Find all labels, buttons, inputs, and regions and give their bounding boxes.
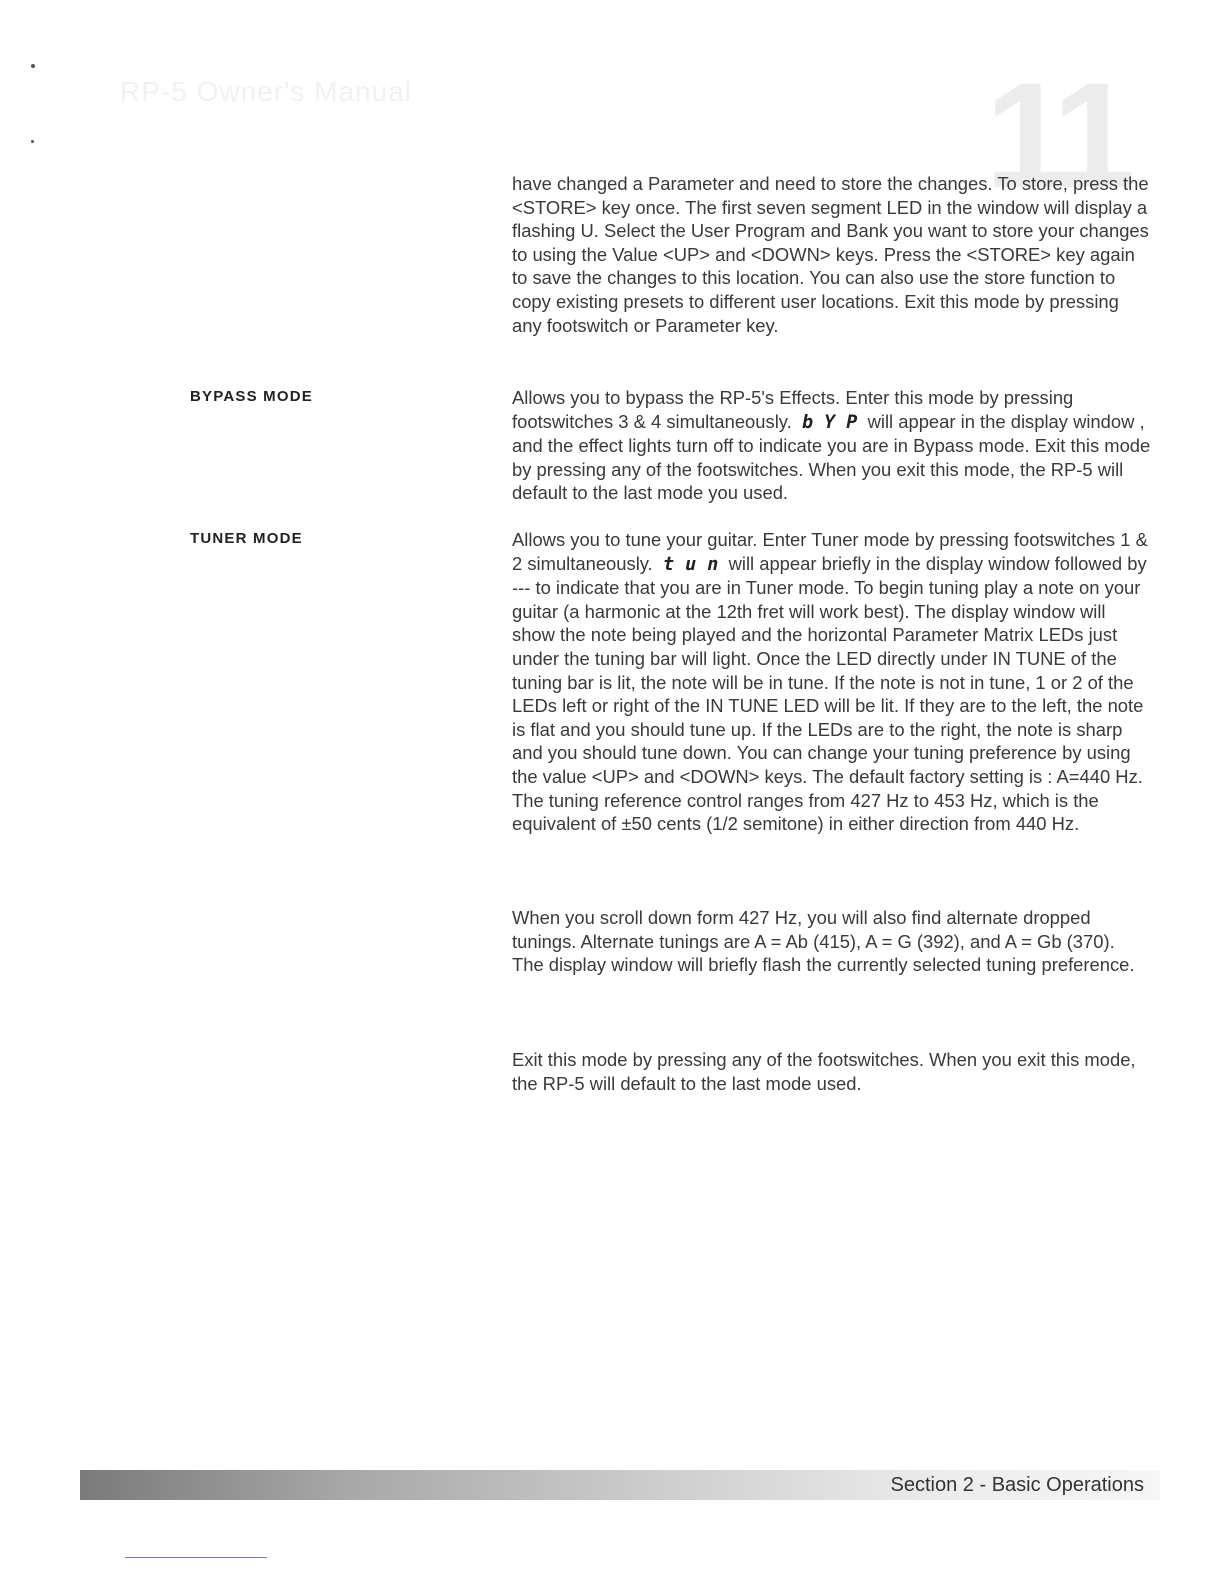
bypass-display-readout: b Y P	[801, 411, 858, 433]
bypass-paragraph	[512, 386, 1152, 505]
scan-speck	[31, 140, 34, 143]
bypass-text-before: Allows you to bypass the RP-5's Effects. Enter this mode by pressing footswitches 3 & 4 simultaneously.	[512, 387, 1074, 432]
bypass-mode-heading: BYPASS MODE	[190, 388, 313, 405]
tuning-flash-paragraph: The display window will briefly flash the currently selected tuning preference.	[512, 954, 1135, 976]
alternate-tunings-section	[512, 906, 1152, 977]
store-paragraph	[512, 172, 1152, 337]
tuner-mode-heading: TUNER MODE	[190, 530, 303, 547]
scan-speck	[31, 64, 35, 68]
bypass-text-after: will appear in the display window , and the effect lights turn off to indicate you are in Bypass mode. Exit this mode by pressing any of the footswitches. When you exit this mode, the RP-5 will default to the last mode you used.	[512, 410, 1151, 504]
tuner-exit-section	[512, 1048, 1152, 1095]
store-mode-description	[512, 172, 1152, 337]
bottom-rule	[125, 1557, 267, 1558]
tuner-exit-paragraph: Exit this mode by pressing any of the footswitches. When you exit this mode, the RP-5 will default to the last mode used.	[512, 1049, 1136, 1094]
tuner-display-readout: t u n	[662, 553, 719, 575]
tuner-text-before: Allows you to tune your guitar. Enter Tuner mode by pressing footswitches 1 & 2 simultaneously.	[512, 529, 1148, 574]
section-label: Section 2 - Basic Operations	[890, 1474, 1144, 1496]
manual-title: RP-5 Owner's Manual	[120, 76, 412, 107]
bypass-mode-description	[512, 386, 1152, 505]
alternate-tunings-paragraph: When you scroll down form 427 Hz, you will also find alternate dropped tunings. Alternate tunings are A = Ab (415), A = G (392), and A = Gb (370).	[512, 907, 1115, 952]
store-text: have changed a Parameter and need to store the changes. To store, press the <STORE> key once. The first seven segment LED in the window will display a flashing U. Select the User Program and Bank you want to store your changes to using the Value <UP> and <DOWN> keys. Press the <STORE> key again to save the changes to this location. You can also use the store function to copy existing presets to different user locations. Exit this mode by pressing any footswitch or Parameter key.	[512, 173, 1149, 336]
tuner-mode-description	[512, 528, 1152, 836]
page-number: 11	[985, 51, 1128, 219]
tuner-text-after: will appear briefly in the display window followed by --- to indicate that you are in Tuner mode. To begin tuning play a note on your guitar (a harmonic at the 12th fret will work best). The display window will show the note being played and the horizontal Parameter Matrix LEDs just under the tuning bar will light. Once the LED directly under IN TUNE of the tuning bar is lit, the note will be in tune. If the note is not in tune, 1 or 2 of the LEDs left or right of the IN TUNE LED will be lit. If they are to the left, the note is flat and you should tune up. If the LEDs are to the right, the note is sharp and you should tune down. You can change your tuning preference by using the value <UP> and <DOWN> keys. The default factory setting is : A=440 Hz. The tuning reference control ranges from 427 Hz to 453 Hz, which is the equivalent of ±50 cents (1/2 semitone) in either direction from 440 Hz.	[512, 552, 1147, 835]
tuner-paragraph	[512, 528, 1152, 836]
